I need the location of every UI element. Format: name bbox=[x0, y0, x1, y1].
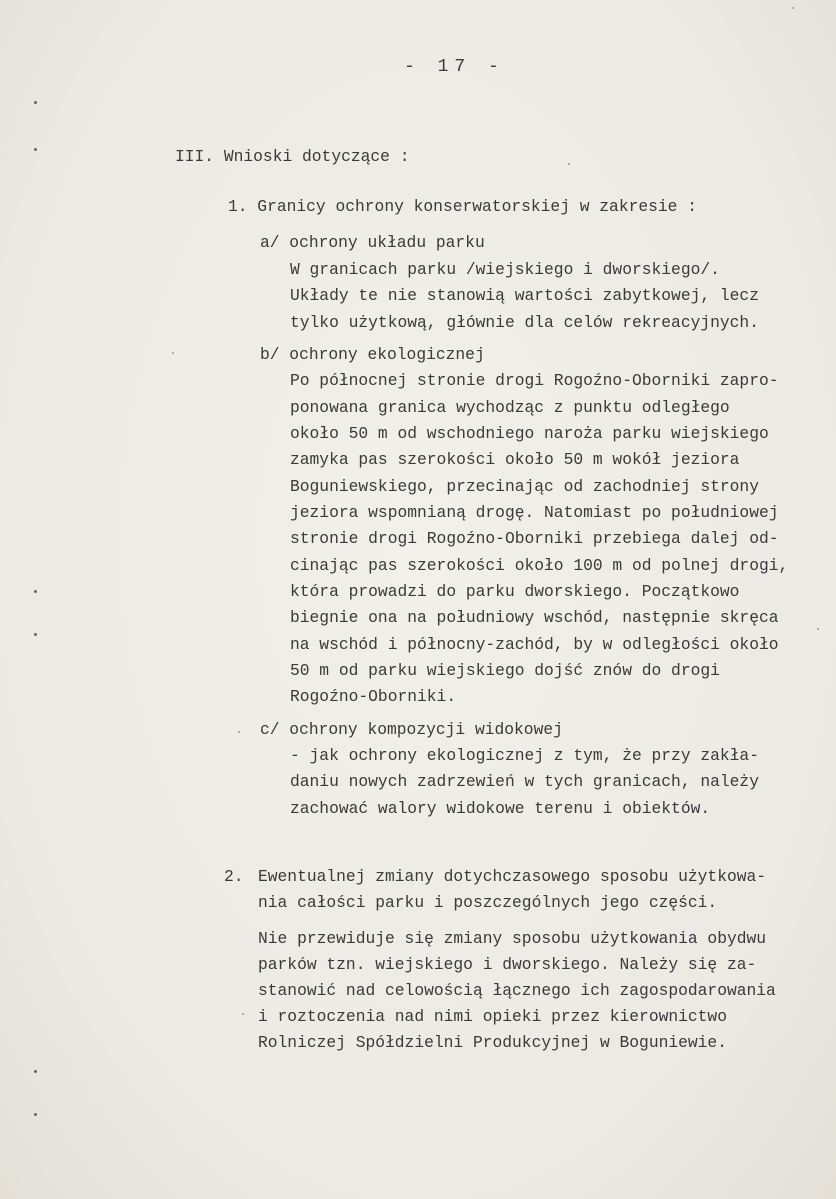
subpoint-b-title: b/ ochrony ekologicznej bbox=[260, 345, 485, 364]
subpoint-b-line: 50 m od parku wiejskiego dojść znów do drogi bbox=[290, 661, 720, 680]
subpoint-b-line: Boguniewskiego, przecinając od zachodniej strony bbox=[290, 477, 759, 496]
scan-mark bbox=[34, 1070, 37, 1073]
subpoint-b-line: zamyka pas szerokości około 50 m wokół jeziora bbox=[290, 450, 740, 469]
scan-speck bbox=[817, 628, 819, 630]
point-2-number: 2. bbox=[224, 867, 244, 886]
scan-speck bbox=[242, 1013, 244, 1015]
section-heading: III. Wnioski dotyczące : bbox=[175, 147, 410, 166]
scan-speck bbox=[172, 352, 174, 354]
subpoint-a-line: tylko użytkową, głównie dla celów rekreacyjnych. bbox=[290, 313, 759, 332]
subpoint-b-line: Po północnej stronie drogi Rogoźno-Oborniki zapro- bbox=[290, 371, 779, 390]
subpoint-b-line: cinając pas szerokości około 100 m od polnej drogi, bbox=[290, 556, 789, 575]
scan-mark bbox=[34, 633, 37, 636]
scan-mark bbox=[34, 101, 37, 104]
subpoint-b-line: około 50 m od wschodniego naroża parku wiejskiego bbox=[290, 424, 769, 443]
subpoint-c-title: c/ ochrony kompozycji widokowej bbox=[260, 720, 563, 739]
point-1-title: 1. Granicy ochrony konserwatorskiej w zakresie : bbox=[228, 197, 697, 216]
point-2-line: Rolniczej Spółdzielni Produkcyjnej w Boguniewie. bbox=[258, 1033, 727, 1052]
subpoint-a-line: W granicach parku /wiejskiego i dworskiego/. bbox=[290, 260, 720, 279]
point-2-line: Ewentualnej zmiany dotychczasowego sposobu użytkowa- bbox=[258, 867, 767, 886]
subpoint-c-line: zachować walory widokowe terenu i obiektów. bbox=[290, 799, 711, 818]
subpoint-b-line: Rogoźno-Oborniki. bbox=[290, 687, 457, 706]
scan-mark bbox=[34, 590, 37, 593]
scan-mark bbox=[34, 148, 37, 151]
scan-mark bbox=[34, 1113, 37, 1116]
scan-speck bbox=[238, 731, 240, 733]
subpoint-b-line: która prowadzi do parku dworskiego. Początkowo bbox=[290, 582, 740, 601]
scan-speck bbox=[568, 163, 570, 165]
subpoint-a-line: Układy te nie stanowią wartości zabytkowej, lecz bbox=[290, 286, 759, 305]
point-2-line: nia całości parku i poszczególnych jego części. bbox=[258, 893, 718, 912]
point-2-line: stanowić nad celowością łącznego ich zagospodarowania bbox=[258, 981, 776, 1000]
subpoint-b-line: stronie drogi Rogoźno-Oborniki przebiega dalej od- bbox=[290, 529, 779, 548]
subpoint-b-line: biegnie ona na południowy wschód, następnie skręca bbox=[290, 608, 779, 627]
subpoint-c-line: - jak ochrony ekologicznej z tym, że przy zakła- bbox=[290, 746, 759, 765]
point-2-line: i roztoczenia nad nimi opieki przez kierownictwo bbox=[258, 1007, 727, 1026]
subpoint-c-line: daniu nowych zadrzewień w tych granicach, należy bbox=[290, 772, 759, 791]
point-2-line: Nie przewiduje się zmiany sposobu użytkowania obydwu bbox=[258, 929, 767, 948]
subpoint-b-line: jeziora wspomnianą drogę. Natomiast po południowej bbox=[290, 503, 779, 522]
subpoint-a-title: a/ ochrony układu parku bbox=[260, 233, 485, 252]
subpoint-b-line: na wschód i północny-zachód, by w odległości około bbox=[290, 635, 779, 654]
point-2-line: parków tzn. wiejskiego i dworskiego. Należy się za- bbox=[258, 955, 757, 974]
page-number: - 17 - bbox=[404, 57, 505, 77]
subpoint-b-line: ponowana granica wychodząc z punktu odległego bbox=[290, 398, 730, 417]
scan-speck bbox=[792, 7, 794, 9]
